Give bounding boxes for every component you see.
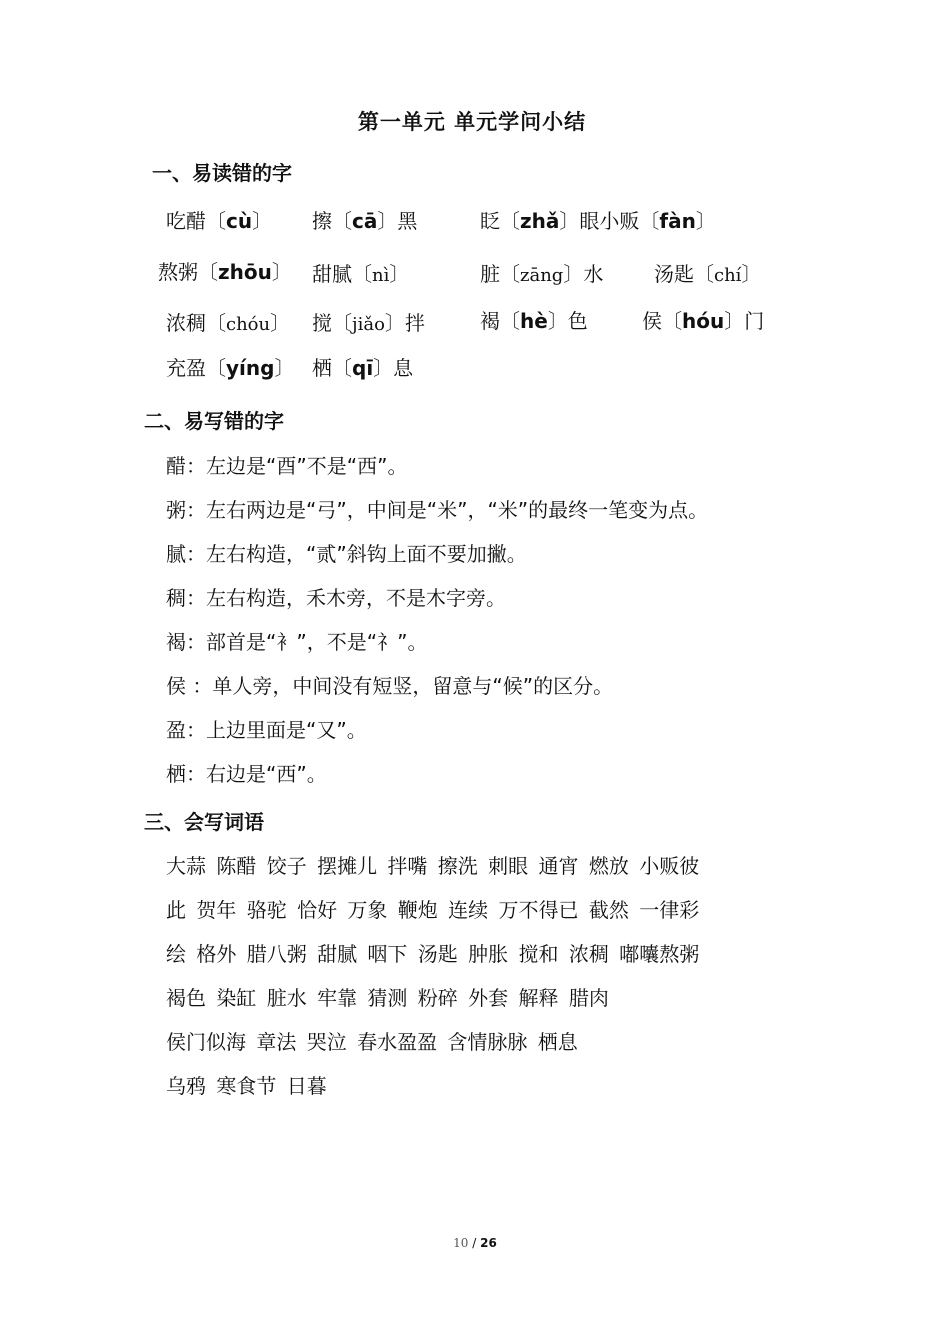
reading-pinyin: hè <box>520 309 548 333</box>
reading-bracket: 〕水 <box>563 262 604 286</box>
section-heading-misread: 一、易读错的字 <box>152 161 292 185</box>
section-heading-vocabulary: 三、会写词语 <box>144 810 264 834</box>
reading-char: 浓稠〔 <box>166 311 226 335</box>
reading-char: 充盈〔 <box>166 356 226 380</box>
vocabulary-line: 乌鸦 寒食节 日暮 <box>166 1074 327 1098</box>
page-number <box>0 1236 950 1250</box>
reading-item <box>312 258 409 287</box>
reading-pinyin: zhōu <box>218 260 272 284</box>
reading-pinyin: chóu <box>226 314 271 335</box>
reading-char: 褐〔 <box>480 309 520 333</box>
reading-char: 熬粥〔 <box>158 260 218 284</box>
section-heading-miswritten: 二、易写错的字 <box>144 409 284 433</box>
writing-note: 褐：部首是“衤”，不是“礻”。 <box>166 630 428 654</box>
writing-note: 粥：左右两边是“弓”，中间是“米”，“米”的最终一笔变为点。 <box>166 498 709 522</box>
reading-pinyin: jiǎo <box>352 314 385 335</box>
reading-pinyin: cù <box>226 209 253 233</box>
vocabulary-line: 大蒜 陈醋 饺子 摆摊儿 拌嘴 擦洗 刺眼 通宵 燃放 小贩彼 <box>166 854 700 878</box>
reading-pinyin: zāng <box>520 265 564 286</box>
reading-char: 汤匙〔 <box>654 262 714 286</box>
reading-char: 甜腻〔 <box>312 262 372 286</box>
writing-note: 醋：左边是“酉”不是“西”。 <box>166 454 408 478</box>
reading-pinyin: fàn <box>659 209 696 233</box>
reading-pinyin: cā <box>352 209 378 233</box>
reading-item <box>642 305 764 334</box>
reading-item <box>480 258 603 287</box>
vocabulary-line: 此 贺年 骆驼 恰好 万象 鞭炮 连续 万不得已 截然 一律彩 <box>166 898 700 922</box>
reading-item <box>312 205 417 234</box>
reading-bracket: 〕 <box>274 356 295 380</box>
reading-item <box>158 256 292 285</box>
reading-char: 眨〔 <box>480 209 520 233</box>
reading-char: 吃醋〔 <box>166 209 226 233</box>
reading-pinyin: nì <box>372 265 390 286</box>
vocabulary-line: 绘 格外 腊八粥 甜腻 咽下 汤匙 肿胀 搅和 浓稠 嘟囔熬粥 <box>166 942 700 966</box>
reading-pinyin: hóu <box>682 309 725 333</box>
reading-bracket: 〕 <box>741 262 762 286</box>
reading-char: 侯〔 <box>642 309 682 333</box>
reading-bracket: 〕 <box>252 209 273 233</box>
page-title: 第一单元 单元学问小结 <box>357 110 587 134</box>
writing-note: 腻：左右构造，“贰”斜钩上面不要加撇。 <box>166 542 527 566</box>
writing-note: 侯 ：单人旁，中间没有短竖，留意与“候”的区分。 <box>166 674 614 698</box>
reading-bracket: 〕黑 <box>377 209 418 233</box>
reading-bracket: 〕眼小贩〔 <box>559 209 660 233</box>
reading-bracket: 〕拌 <box>384 311 425 335</box>
vocabulary-line: 侯门似海 章法 哭泣 春水盈盈 含情脉脉 栖息 <box>166 1030 578 1054</box>
writing-note: 栖：右边是“西”。 <box>166 762 327 786</box>
reading-bracket: 〕息 <box>373 356 414 380</box>
reading-char: 栖〔 <box>312 356 352 380</box>
page-separator: / <box>472 1236 477 1250</box>
reading-bracket: 〕 <box>271 260 292 284</box>
current-page: 10 <box>453 1236 469 1250</box>
reading-item <box>480 205 716 234</box>
total-pages: 26 <box>480 1236 497 1250</box>
reading-item <box>654 258 761 287</box>
reading-pinyin: yíng <box>226 356 275 380</box>
reading-bracket: 〕 <box>389 262 410 286</box>
reading-item <box>480 305 588 334</box>
reading-char: 脏〔 <box>480 262 520 286</box>
reading-bracket: 〕色 <box>547 309 588 333</box>
writing-note: 稠：左右构造，禾木旁，不是木字旁。 <box>166 586 506 610</box>
reading-pinyin: qī <box>352 356 374 380</box>
reading-bracket: 〕 <box>695 209 716 233</box>
reading-pinyin: zhǎ <box>520 209 560 233</box>
reading-item <box>166 307 290 336</box>
reading-bracket: 〕 <box>270 311 291 335</box>
reading-item <box>312 307 425 336</box>
reading-bracket: 〕门 <box>724 309 765 333</box>
writing-note: 盈：上边里面是“又”。 <box>166 718 367 742</box>
reading-pinyin: chí <box>714 265 742 286</box>
reading-item <box>166 352 294 381</box>
vocabulary-line: 褐色 染缸 脏水 牢靠 猜测 粉碎 外套 解释 腊肉 <box>166 986 609 1010</box>
reading-char: 搅〔 <box>312 311 352 335</box>
reading-item <box>166 205 272 234</box>
reading-item <box>312 352 413 381</box>
reading-char: 擦〔 <box>312 209 352 233</box>
